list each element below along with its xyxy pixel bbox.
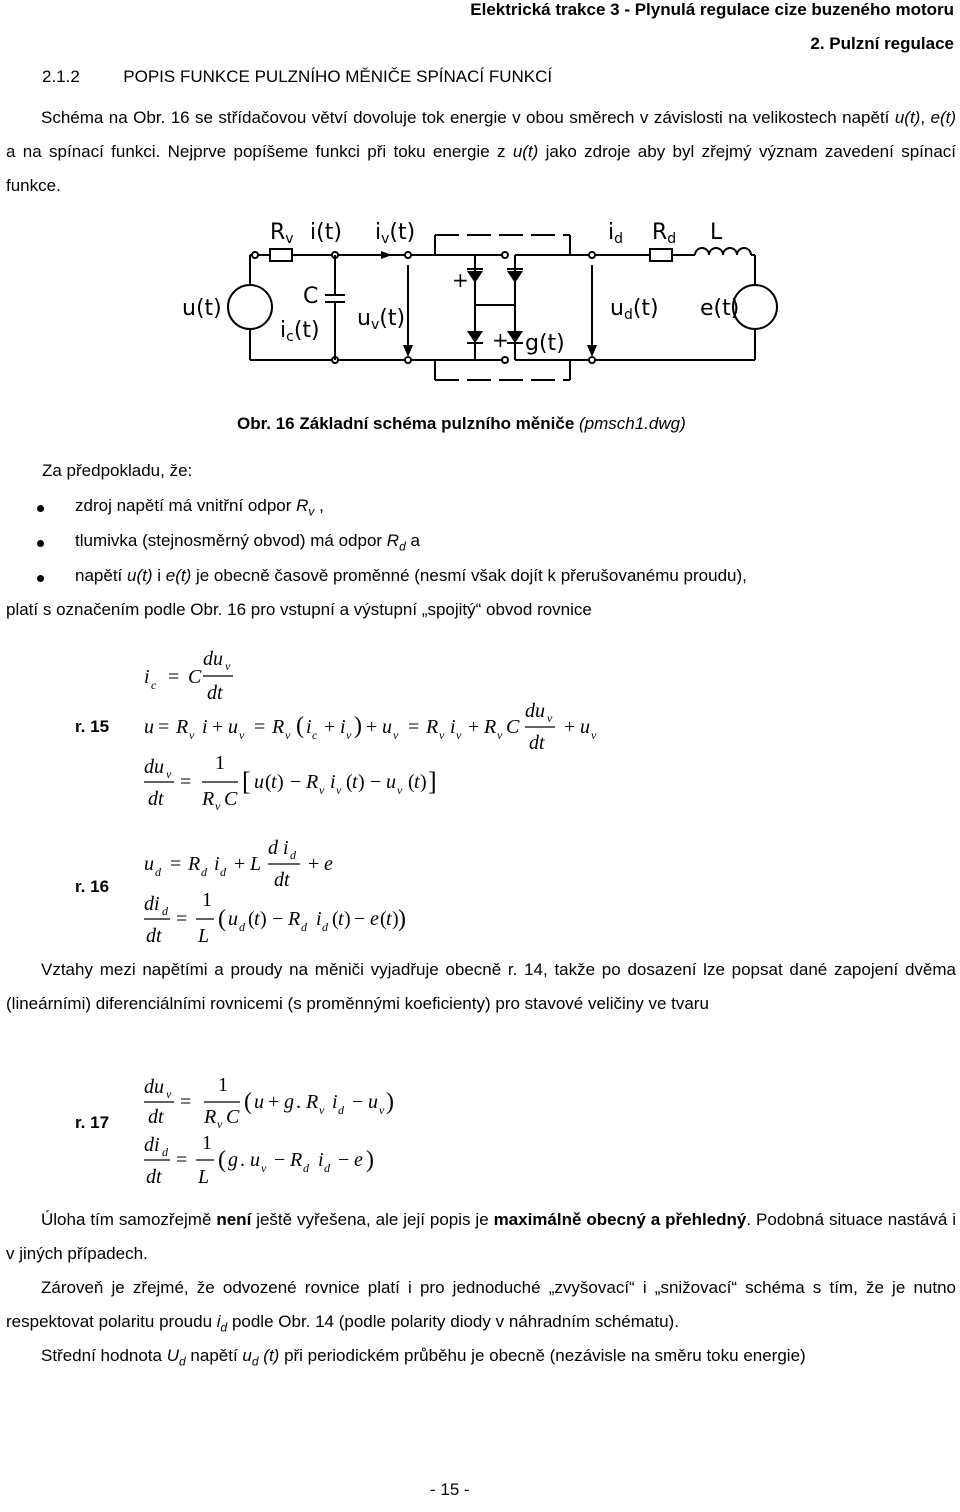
- svg-text:iv(t): iv(t): [375, 220, 416, 247]
- svg-text:L: L: [710, 220, 723, 245]
- svg-text:du: du: [203, 648, 223, 670]
- svg-text:=: =: [158, 716, 170, 738]
- svg-text:i: i: [332, 1091, 338, 1113]
- bullet-icon: [37, 575, 44, 582]
- svg-text:e: e: [354, 1149, 363, 1171]
- header-title: Elektrická trakce 3 - Plynulá regulace cize buzeného motoru: [470, 0, 954, 19]
- svg-text:dt: dt: [274, 869, 290, 891]
- svg-text:+: +: [308, 853, 320, 875]
- svg-text:u: u: [144, 716, 154, 738]
- svg-text:(: (: [248, 908, 255, 930]
- figure-caption: Obr. 16 Základní schéma pulzního měniče (pmsch1.dwg): [237, 414, 686, 433]
- equation-r15: [140, 645, 640, 815]
- svg-text:R: R: [202, 788, 215, 810]
- svg-text:.: .: [240, 1149, 245, 1171]
- svg-text:u: u: [228, 908, 238, 930]
- bullet-icon: [37, 540, 44, 547]
- svg-text:v: v: [393, 728, 399, 742]
- svg-text:d: d: [162, 1145, 168, 1159]
- svg-text:=: =: [168, 666, 180, 688]
- svg-text:du: du: [525, 700, 545, 722]
- svg-text:R: R: [426, 716, 439, 738]
- svg-text:+: +: [492, 328, 509, 352]
- svg-text:(: (: [408, 771, 415, 793]
- svg-text:v: v: [397, 783, 403, 797]
- svg-text:−: −: [370, 771, 382, 793]
- svg-text:u: u: [386, 771, 396, 793]
- svg-text:): ): [344, 908, 351, 930]
- equation-r16: [140, 830, 460, 945]
- svg-text:dt: dt: [146, 925, 162, 945]
- svg-text:=: =: [180, 771, 192, 793]
- svg-text:i: i: [202, 716, 208, 738]
- svg-text:id: id: [608, 220, 624, 247]
- svg-text:i: i: [144, 666, 150, 688]
- svg-text:−: −: [352, 1091, 364, 1113]
- svg-text:g: g: [284, 1091, 294, 1113]
- svg-text:R: R: [484, 716, 497, 738]
- svg-text:R: R: [176, 716, 189, 738]
- svg-text:v: v: [346, 728, 352, 742]
- svg-text:(: (: [218, 906, 226, 932]
- svg-text:(: (: [218, 1147, 226, 1173]
- svg-text:(: (: [265, 771, 272, 793]
- svg-text:v: v: [336, 783, 342, 797]
- svg-text:c: c: [312, 728, 318, 742]
- equation-label-r15: r. 15: [75, 717, 110, 736]
- svg-text:u: u: [250, 1149, 260, 1171]
- equation-r17: [140, 1065, 460, 1190]
- svg-text:): ): [260, 908, 267, 930]
- svg-text:−: −: [290, 771, 302, 793]
- svg-text:i: i: [330, 771, 336, 793]
- svg-text:v: v: [379, 1103, 385, 1117]
- page-number: - 15 -: [430, 1480, 470, 1499]
- svg-text:di: di: [144, 893, 160, 915]
- svg-text:): ): [420, 771, 427, 793]
- svg-text:u: u: [368, 1091, 378, 1113]
- svg-text:R: R: [306, 1091, 319, 1113]
- svg-text:L: L: [198, 1166, 210, 1188]
- svg-text:v: v: [285, 728, 291, 742]
- assumption-item: zdroj napětí má vnitřní odpor $R_v$ ,: [75, 496, 324, 519]
- svg-text:v: v: [166, 767, 172, 781]
- svg-text:t: t: [414, 771, 420, 793]
- svg-text:): ): [386, 1089, 394, 1115]
- assumption-lead: Za předpokladu, že:: [42, 461, 193, 480]
- svg-text:t: t: [386, 908, 392, 930]
- svg-text:R: R: [290, 1149, 303, 1171]
- svg-text:=: =: [176, 1149, 188, 1171]
- svg-text:v: v: [239, 728, 245, 742]
- svg-text:R: R: [288, 908, 301, 930]
- svg-text:dt: dt: [529, 732, 545, 754]
- svg-text:u: u: [254, 771, 264, 793]
- assumption-conclusion: platí s označením podle Obr. 16 pro vstupní a výstupní „spojitý“ obvod rovnice: [6, 600, 592, 619]
- bullet-icon: [37, 505, 44, 512]
- svg-text:=: =: [254, 716, 266, 738]
- equation-label-r17: r. 17: [75, 1113, 110, 1132]
- svg-text:dt: dt: [148, 1106, 164, 1128]
- svg-text:1: 1: [202, 1132, 212, 1154]
- svg-text:+: +: [234, 853, 246, 875]
- svg-text:): ): [366, 1147, 374, 1173]
- svg-text:C: C: [226, 1106, 240, 1128]
- svg-text:t: t: [338, 908, 344, 930]
- svg-text:u(t): u(t): [182, 296, 222, 321]
- svg-text:u: u: [580, 716, 590, 738]
- svg-text:+: +: [452, 268, 469, 292]
- circuit-diagram: [170, 205, 790, 405]
- svg-text:L: L: [250, 853, 262, 875]
- svg-text:v: v: [215, 799, 221, 813]
- svg-text:+: +: [268, 1091, 280, 1113]
- svg-text:g(t): g(t): [525, 331, 565, 356]
- svg-text:t: t: [254, 908, 260, 930]
- svg-text:g: g: [228, 1149, 238, 1171]
- svg-text:i: i: [316, 908, 322, 930]
- svg-text:v: v: [225, 659, 231, 673]
- svg-text:u: u: [254, 1091, 264, 1113]
- svg-text:d: d: [324, 1161, 330, 1175]
- svg-text:d: d: [201, 865, 207, 879]
- svg-text:v: v: [319, 783, 325, 797]
- svg-text:e: e: [324, 853, 333, 875]
- svg-text:.: .: [296, 1091, 301, 1113]
- section-heading: [42, 67, 552, 87]
- svg-text:u: u: [144, 853, 154, 875]
- assumption-item: tlumivka (stejnosměrný obvod) má odpor $R_d$ a: [75, 531, 420, 554]
- svg-text:]: ]: [428, 767, 437, 796]
- svg-text:uv(t): uv(t): [357, 306, 406, 333]
- svg-text:v: v: [456, 728, 462, 742]
- svg-text:di: di: [144, 1134, 160, 1156]
- svg-text:du: du: [144, 1076, 164, 1098]
- svg-text:i: i: [306, 716, 312, 738]
- svg-text:v: v: [439, 728, 445, 742]
- svg-text:−: −: [338, 1149, 350, 1171]
- svg-text:dt: dt: [207, 682, 223, 704]
- svg-text:=: =: [176, 908, 188, 930]
- assumption-item: napětí u(t) i e(t) je obecně časově proměnné (nesmí však dojít k přerušovanému proudu),: [75, 566, 747, 585]
- svg-text:e: e: [370, 908, 379, 930]
- svg-text:): ): [354, 713, 362, 739]
- svg-text:=: =: [170, 853, 182, 875]
- svg-text:i: i: [450, 716, 456, 738]
- svg-text:dt: dt: [146, 1166, 162, 1188]
- header-subtitle: 2. Pulzní regulace: [810, 34, 954, 53]
- svg-text:(: (: [332, 908, 339, 930]
- svg-text:d: d: [155, 865, 161, 879]
- svg-text:ud(t): ud(t): [610, 296, 659, 323]
- svg-text:d: d: [290, 848, 296, 862]
- svg-text:v: v: [261, 1161, 267, 1175]
- svg-text:Rd: Rd: [652, 220, 677, 247]
- svg-text:L: L: [198, 925, 210, 945]
- svg-text:): ): [277, 771, 284, 793]
- svg-text:u: u: [382, 716, 392, 738]
- svg-text:i: i: [214, 853, 220, 875]
- svg-text:1: 1: [202, 889, 212, 911]
- svg-text:Rv: Rv: [270, 220, 294, 247]
- svg-text:v: v: [189, 728, 195, 742]
- svg-text:d i: d i: [268, 837, 289, 859]
- svg-text:): ): [358, 771, 365, 793]
- svg-text:v: v: [217, 1117, 223, 1131]
- intro-paragraph: Schéma na Obr. 16 se střídačovou větví dovoluje tok energie v obou směrech v závislosti na velikostech napětí u(t), e(t) a na spínací funkci. Nejprve popíšeme funkci při toku energie z u(t) jako zdroje aby byl zřejmý význam zavedení spínací funkce.: [6, 108, 957, 195]
- svg-text:(: (: [296, 713, 304, 739]
- svg-text:R: R: [188, 853, 201, 875]
- svg-text:i(t): i(t): [310, 220, 342, 245]
- svg-text:C: C: [506, 716, 520, 738]
- svg-text:+: +: [468, 716, 480, 738]
- svg-text:R: R: [306, 771, 319, 793]
- section-title: POPIS FUNKCE PULZNÍHO MĚNIČE SPÍNACÍ FUNKCÍ: [123, 67, 553, 86]
- paragraph-polarity: Zároveň je zřejmé, že odvozené rovnice platí i pro jednoduché „zvyšovací“ i „snižovací“ schéma s tím, že je nutno respektovat polaritu proudu $i_d$ podle Obr. 14 (podle polarity diody v náhradním schématu).: [6, 1278, 956, 1335]
- svg-text:1: 1: [218, 1074, 228, 1096]
- svg-text:C: C: [224, 788, 238, 810]
- svg-text:v: v: [591, 728, 597, 742]
- svg-text:C: C: [303, 284, 319, 309]
- svg-text:=: =: [180, 1091, 192, 1113]
- paragraph-mean-value: Střední hodnota $U_d$ napětí $u_d$ (t) při periodickém průběhu je obecně (nezávisle na směru toku energie): [41, 1346, 806, 1369]
- svg-text:d: d: [239, 920, 245, 934]
- svg-text:v: v: [166, 1087, 172, 1101]
- svg-text:v: v: [319, 1103, 325, 1117]
- svg-text:(: (: [380, 908, 387, 930]
- paragraph-task: Úloha tím samozřejmě není ještě vyřešena, ale její popis je maximálně obecný a přehledný. Podobná situace nastává i v jiných případech.: [6, 1210, 956, 1263]
- svg-text:i: i: [340, 716, 346, 738]
- svg-text:+: +: [564, 716, 576, 738]
- svg-text:e(t): e(t): [700, 296, 740, 321]
- svg-text:+: +: [212, 716, 224, 738]
- svg-text:d: d: [303, 1161, 309, 1175]
- section-number: 2.1.2: [42, 67, 80, 86]
- svg-text:R: R: [204, 1106, 217, 1128]
- svg-text:+: +: [366, 716, 378, 738]
- svg-text:t: t: [352, 771, 358, 793]
- svg-text:=: =: [408, 716, 420, 738]
- svg-text:du: du: [144, 756, 164, 778]
- svg-text:(: (: [346, 771, 353, 793]
- svg-text:t: t: [271, 771, 277, 793]
- svg-text:d: d: [301, 920, 307, 934]
- svg-text:u: u: [228, 716, 238, 738]
- svg-text:−: −: [272, 908, 284, 930]
- svg-text:1: 1: [215, 752, 225, 774]
- svg-text:ic(t): ic(t): [280, 318, 320, 345]
- svg-text:C: C: [188, 666, 202, 688]
- svg-text:v: v: [497, 728, 503, 742]
- svg-text:d: d: [162, 904, 168, 918]
- svg-text:−: −: [274, 1149, 286, 1171]
- svg-text:d: d: [338, 1103, 344, 1117]
- svg-text:d: d: [322, 920, 328, 934]
- equation-label-r16: r. 16: [75, 877, 110, 896]
- svg-text:c: c: [151, 678, 157, 692]
- svg-text:+: +: [324, 716, 336, 738]
- svg-text:−: −: [354, 908, 366, 930]
- paragraph-state-equations: Vztahy mezi napětími a proudy na měniči vyjadřuje obecně r. 14, takže po dosazení lze popsat dané zapojení dvěma (lineárními) diferenciálními rovnicemi (s proměnnými koeficienty) pro stavové veličiny ve tvaru: [6, 960, 956, 1013]
- svg-text:): ): [392, 908, 399, 930]
- svg-text:R: R: [272, 716, 285, 738]
- svg-text:dt: dt: [148, 788, 164, 810]
- svg-text:d: d: [220, 865, 226, 879]
- svg-text:[: [: [242, 767, 251, 796]
- svg-text:v: v: [547, 711, 553, 725]
- svg-text:(: (: [244, 1089, 252, 1115]
- svg-text:): ): [398, 906, 406, 932]
- svg-text:i: i: [318, 1149, 324, 1171]
